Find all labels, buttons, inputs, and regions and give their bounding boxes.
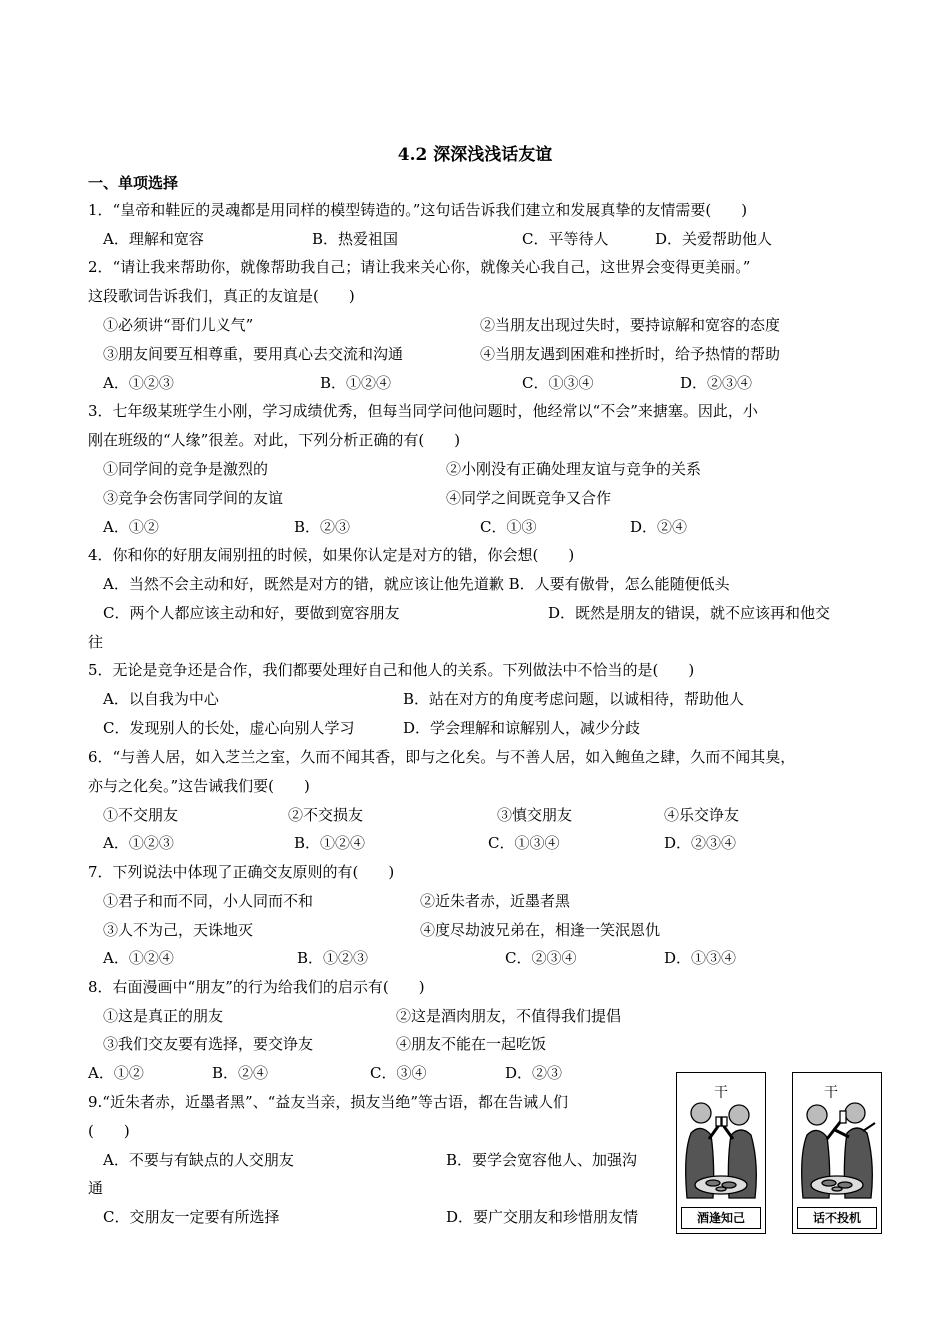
cartoon-right-caption: 话不投机	[797, 1207, 877, 1229]
q6-stem-line2: 亦与之化矣。”这告诫我们要( )	[88, 777, 310, 795]
q8-option-a: A．①②	[88, 1064, 144, 1082]
doc-title: 4.2 深深浅浅话友谊	[397, 145, 553, 165]
q5-option-c: C．发现别人的长处，虚心向别人学习	[103, 719, 355, 737]
q2-option-a: A．①②③	[103, 374, 174, 392]
section-heading: 一、单项选择	[88, 174, 179, 192]
q8-option-d: D．②③	[505, 1064, 563, 1082]
q5-option-b: B．站在对方的角度考虑问题，以诚相待，帮助他人	[403, 690, 745, 708]
toast-glyph: 干	[824, 1085, 838, 1101]
q7-item-2: ②近朱者赤，近墨者黑	[420, 892, 571, 910]
q9-option-b: B．要学会宽容他人、加强沟	[446, 1151, 638, 1169]
q2-option-c: C．①③④	[522, 374, 594, 392]
q9-option-d: D．要广交朋友和珍惜朋友情	[446, 1208, 639, 1226]
q6-item-1: ①不交朋友	[103, 806, 179, 824]
q4-stem: 4．你和你的好朋友闹别扭的时候，如果你认定是对方的错，你会想( )	[88, 546, 575, 564]
q2-option-b: B．①②④	[320, 374, 392, 392]
q1-stem: 1．“皇帝和鞋匠的灵魂都是用同样的模型铸造的。”这句话告诉我们建立和发展真挚的友情需要( )	[88, 201, 748, 219]
q6-option-d: D．②③④	[664, 834, 737, 852]
q2-item-4: ④当朋友遇到困难和挫折时，给予热情的帮助	[480, 345, 781, 363]
q7-option-b: B．①②③	[297, 949, 369, 967]
q7-item-4: ④度尽劫波兄弟在，相逢一笑泯恩仇	[420, 921, 661, 939]
q3-option-a: A．①②	[103, 518, 159, 536]
q8-option-b: B．②④	[212, 1064, 269, 1082]
q6-item-4: ④乐交诤友	[664, 806, 740, 824]
q2-stem-line2: 这段歌词告诉我们，真正的友谊是( )	[88, 287, 355, 305]
cartoon-drinking-friends	[676, 1072, 766, 1234]
q6-option-a: A．①②③	[103, 834, 174, 852]
q6-option-b: B．①②④	[294, 834, 366, 852]
q5-option-a: A．以自我为中心	[103, 690, 219, 708]
q9-option-b-cont: 通	[88, 1179, 104, 1197]
q7-option-c: C．②③④	[505, 949, 577, 967]
q3-stem-line2: 刚在班级的“人缘”很差。对此，下列分析正确的有( )	[88, 431, 461, 449]
q8-item-1: ①这是真正的朋友	[103, 1007, 224, 1025]
q2-item-2: ②当朋友出现过失时，要持谅解和宽容的态度	[480, 316, 781, 334]
q6-option-c: C．①③④	[488, 834, 560, 852]
q3-item-3: ③竞争会伤害同学间的友谊	[103, 489, 284, 507]
q3-item-2: ②小刚没有正确处理友谊与竞争的关系	[446, 460, 702, 478]
q8-option-c: C．③④	[370, 1064, 427, 1082]
q7-option-d: D．①③④	[664, 949, 737, 967]
q9-option-c: C．交朋友一定要有所选择	[103, 1208, 280, 1226]
q3-option-c: C．①③	[480, 518, 537, 536]
q1-option-d: D．关爱帮助他人	[655, 230, 773, 248]
q9-option-a: A．不要与有缺点的人交朋友	[103, 1151, 294, 1169]
q2-item-3: ③朋友间要互相尊重，要用真心去交流和沟通	[103, 345, 404, 363]
q8-item-2: ②这是酒肉朋友，不值得我们提倡	[396, 1007, 622, 1025]
q2-item-1: ①必须讲“哥们儿义气”	[103, 316, 254, 334]
q6-item-3: ③慎交朋友	[497, 806, 573, 824]
cartoon-disagreeing-friends	[792, 1072, 882, 1234]
q3-option-d: D．②④	[630, 518, 688, 536]
q4-option-a-b: A．当然不会主动和好，既然是对方的错，就应该让他先道歉 B．人要有傲骨，怎么能随便低头	[103, 575, 730, 593]
q1-option-a: A．理解和宽容	[103, 230, 204, 248]
q7-option-a: A．①②④	[103, 949, 174, 967]
q7-stem: 7．下列说法中体现了正确交友原则的有( )	[88, 863, 395, 881]
q7-item-1: ①君子和而不同，小人同而不和	[103, 892, 314, 910]
q6-item-2: ②不交损友	[288, 806, 364, 824]
q8-item-4: ④朋友不能在一起吃饭	[396, 1035, 547, 1053]
q4-option-d: D．既然是朋友的错误，就不应该再和他交	[548, 604, 831, 622]
q3-option-b: B．②③	[294, 518, 351, 536]
q2-stem-line1: 2．“请让我来帮助你，就像帮助我自己；请让我来关心你，就像关心我自己，这世界会变得更美丽。”	[88, 258, 751, 276]
q6-stem-line1: 6．“与善人居，如入芝兰之室，久而不闻其香，即与之化矣。与不善人居，如入鲍鱼之肆，久而不闻其臭，	[88, 748, 796, 766]
q1-option-b: B．热爱祖国	[312, 230, 399, 248]
q3-stem-line1: 3．七年级某班学生小刚，学习成绩优秀，但每当同学问他问题时，他经常以“不会”来搪塞。因此，小	[88, 402, 758, 420]
q3-item-4: ④同学之间既竞争又合作	[446, 489, 612, 507]
q2-option-d: D．②③④	[680, 374, 753, 392]
cartoon-left-caption: 酒逢知己	[681, 1207, 761, 1229]
q8-stem: 8．右面漫画中“朋友”的行为给我们的启示有( )	[88, 978, 425, 996]
q9-stem-line1: 9.“近朱者赤，近墨者黑”、“益友当亲，损友当绝”等古语，都在告诫人们	[88, 1093, 568, 1111]
q4-option-d-cont: 往	[88, 633, 104, 651]
q3-item-1: ①同学间的竞争是激烈的	[103, 460, 269, 478]
q1-option-c: C．平等待人	[522, 230, 609, 248]
q8-item-3: ③我们交友要有选择，要交诤友	[103, 1035, 314, 1053]
q5-option-d: D．学会理解和谅解别人，减少分歧	[403, 719, 641, 737]
q7-item-3: ③人不为己，天诛地灭	[103, 921, 254, 939]
q4-option-c: C．两个人都应该主动和好，要做到宽容朋友	[103, 604, 400, 622]
toast-glyph: 干	[714, 1085, 728, 1101]
q5-stem: 5．无论是竞争还是合作，我们都要处理好自己和他人的关系。下列做法中不恰当的是( )	[88, 661, 695, 679]
q9-stem-line2: ( )	[88, 1122, 130, 1140]
